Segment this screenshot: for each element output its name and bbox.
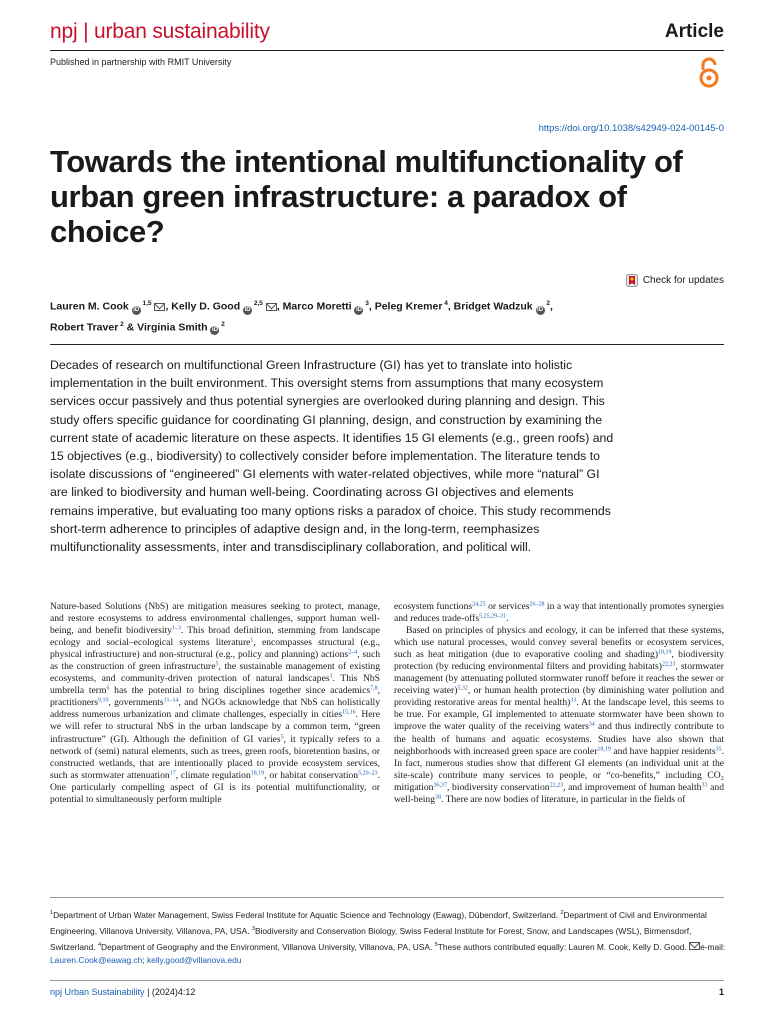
journal-npj: npj [50, 20, 78, 43]
journal-separator: | [83, 20, 89, 43]
partnership-note: Published in partnership with RMIT University [50, 57, 232, 67]
journal-name [50, 20, 270, 44]
citation-link[interactable]: 35 [715, 746, 722, 753]
affiliation-number: 3 [251, 925, 255, 932]
author-affiliation: 2 [219, 320, 225, 328]
affiliations-footnote: $^1$Department of Urban Water Management, Swiss Federal Institute for Aquatic Science and Technology (Eawag), Dübendorf, Switzerland. $^2$Department of Civil and Environmental Engineering, Villanova University, Villanova, PA, USA. $^3$Biodiversity and Conservation Biology, Swiss Federal Institute for Forest, Snow, and Landscapes (WSL), Birmensdorf, Switzerland. $^4$Department of Geography and the Environment, Villanova University, Villanova, PA, USA. $^5$These authors contributed equally: Lauren M. Cook, Kelly D. Good. e-mail: Lauren.Cook@eawag.ch; kelly.good@villanova.edu [50, 909, 726, 966]
citation-link[interactable]: 36,37 [433, 782, 447, 789]
body-column-left [50, 601, 380, 806]
citation-link[interactable]: 18,19 [250, 770, 265, 777]
body-column-right [394, 601, 724, 806]
footer-volume: | (2024)4:12 [144, 987, 196, 997]
orcid-icon[interactable]: iD [244, 306, 251, 313]
citation-link[interactable]: 33 [570, 697, 577, 704]
affiliation-number: 4 [97, 941, 102, 948]
mail-icon [689, 942, 700, 950]
orcid-icon[interactable]: iD [133, 306, 140, 313]
body-paragraph: Nature-based Solutions (NbS) are mitigation measures seeking to protect, manage, and restore ecosystems to address environmental challenges, support human well-being, and benefit biodiversity$^{1-3}$. This broad definition, stemming from landscape ecology and social–ecological systems literature$^1$, encompasses structural (e.g., physical infrastructure) and non-structural (e.g., policy and planning) actions$^{2-4}$, such as the construction of green infrastructure$^5$, the sustainable management of existing ecosystems, and community-driven protection of natural landscapes$^1$. This NbS umbrella term$^6$ has the potential to bring disciplines together since academics$^{7,8}$, practitioners$^{9,10}$, governments$^{11-14}$, and NGOs acknowledge that NbS can holistically address numerous urbanization and climate challenges, especially in cities$^{15,16}$. Here we will refer to structural NbS in the urban landscape by a common term, “green infrastructure” (GI). Although the definition of GI varies$^5$, it typically refers to a network of (semi) natural elements, such as trees, green roofs, bioretention basins, or constructed wetlands, that are intentionally placed to provide ecosystem services, such as stormwater attenuation$^{17}$, climate regulation$^{18,19}$, or habitat conservation$^{5,20-23}$. One particularly compelling aspect of GI is its potential multifunctionality, or potential to simultaneously perform multiple [50, 601, 381, 805]
body-paragraph: Based on principles of physics and ecology, it can be inferred that these systems, which use natural processes, would convey several benefits or ecosystem services, such as heat mitigation (due to evaporative cooling and shading)$^{18,19}$, biodiversity protection (by reducing environmental filters and providing habitats)$^{22,23}$, stormwater management (by attenuating polluted stormwater runoff before it reaches the sewer or receiving water)$^{5,32}$, or human health protection (by diminishing water pollution and providing restorative areas for mental health)$^{33}$. At the landscape level, this seems to be true. For example, GI implemented to attenuate stormwater have been shown to improve the water quality of the receiving waters$^{34}$ and thus indirectly contribute to the health of humans and aquatic ecosystems. Studies have also shown that neighborhoods with increased green space are cooler$^{18,19}$ and have happier residents$^{35}$. In fact, numerous studies show that different GI elements (an individual unit at the site-scale) contribute many services to people, or “co-benefits,” including CO₂ mitigation$^{36,37}$, biodiversity conservation$^{22,23}$, and improvement of human health$^{33}$ and well-being$^{38}$. There are now bodies of literature, in particular in the fields of [394, 625, 725, 805]
citation-link[interactable]: 5 [215, 661, 219, 668]
footer-citation [50, 987, 195, 997]
citation-link[interactable]: 5,25,29–31 [479, 613, 507, 620]
doi-link[interactable]: https://doi.org/10.1038/s42949-024-00145-0 [538, 123, 724, 134]
citation-link[interactable]: 1–3 [171, 625, 181, 632]
author-affiliation: 3 [363, 300, 369, 307]
footnote-divider [50, 897, 724, 898]
affiliation-number: 1 [50, 910, 54, 916]
citation-link[interactable]: 18,19 [658, 649, 672, 656]
citation-link[interactable]: 33 [701, 782, 708, 789]
author-name[interactable]: Kelly D. Good [171, 300, 241, 313]
author-affiliation: 2 [118, 320, 124, 328]
journal-title: urban sustainability [93, 20, 270, 43]
citation-link[interactable]: 34 [588, 721, 595, 728]
mail-icon[interactable] [154, 303, 165, 311]
author-affiliation: 2,5 [252, 300, 263, 307]
author-affiliation: 4 [442, 300, 448, 307]
citation-link[interactable]: 11–14 [163, 697, 179, 704]
citation-link[interactable]: 2–4 [348, 649, 358, 656]
citation-link[interactable]: 9,10 [97, 697, 109, 704]
author-list: Lauren M. Cook iD $^{1,5}$ , Kelly D. Good iD $^{2,5}$ , Marco Moretti iD $^3$, Peleg Kremer $^4$, Bridget Wadzuk iD $^2$, Robert Traver $^2$ & Virginia Smith iD $^2$ [50, 300, 553, 333]
check-for-updates-icon [626, 274, 638, 287]
affiliation-number: 2 [560, 910, 564, 916]
citation-link[interactable]: 24,25 [472, 601, 486, 608]
author-name[interactable]: Bridget Wadzuk [453, 300, 533, 313]
author-name[interactable]: Marco Moretti [282, 300, 352, 313]
mail-icon[interactable] [266, 303, 277, 311]
article-title: Towards the intentional multifunctionality of urban green infrastructure: a paradox of choice? [50, 144, 683, 249]
orcid-icon[interactable]: iD [211, 327, 218, 333]
citation-link[interactable]: 1 [250, 637, 254, 644]
author-name[interactable]: Robert Traver [50, 321, 119, 333]
header-divider [50, 50, 724, 51]
citation-link[interactable]: 5,20–23 [358, 770, 378, 777]
citation-link[interactable]: 17 [169, 770, 176, 777]
footer-divider [50, 980, 724, 981]
citation-link[interactable]: 15,16 [342, 709, 356, 716]
author-name[interactable]: Virginia Smith [137, 321, 208, 333]
orcid-icon[interactable]: iD [537, 306, 544, 313]
citation-link[interactable]: 26–28 [529, 601, 545, 608]
orcid-icon[interactable]: iD [355, 306, 362, 313]
article-type-label: Article [664, 21, 724, 42]
abstract-divider [50, 344, 724, 345]
email-link[interactable]: Lauren.Cook@eawag.ch [50, 955, 143, 966]
footer-journal-link[interactable]: npj Urban Sustainability [50, 987, 145, 997]
check-for-updates-label: Check for updates [642, 275, 724, 286]
author-name[interactable]: Peleg Kremer [374, 300, 443, 313]
affiliation-number: 5 [434, 941, 438, 948]
author-affiliation: 1,5 [140, 300, 152, 307]
citation-link[interactable]: 38 [435, 794, 442, 801]
body-paragraph: ecosystem functions$^{24,25}$ or services$^{26-28}$ in a way that intentionally promotes synergies and reduces trade-offs$^{5,25,29-31}$. [394, 601, 725, 625]
citation-link[interactable]: 6 [106, 685, 110, 692]
citation-link[interactable]: 22,23 [549, 782, 564, 789]
citation-link[interactable]: 7,8 [370, 685, 378, 692]
open-access-lock-icon [698, 56, 720, 90]
citation-link[interactable]: 18,19 [597, 746, 611, 753]
author-affiliation: 2 [544, 300, 550, 307]
author-name[interactable]: Lauren M. Cook [50, 300, 129, 313]
abstract: Decades of research on multifunctional Green Infrastructure (GI) has yet to translate into holistic implementation in the built environment. This oversight stems from assumptions that many ecosystem services occur passively and thus potential synergies are overlooked during planning and design. This study offers specific guidance for coordinating GI planning, design, and construction by examining the current state of academic literature on these aspects. It identifies 15 GI elements (e.g., green roofs) and 15 objectives (e.g., biodiversity) to collectively consider before implementation. The literature tends to isolate discussions of “engineered” GI elements with water-related objectives, while more “natural” GI are linked to biodiversity and human well-being. Coordinating across GI objectives and elements remains imperative, but evaluating too many options risks a paradox of choice. This study recommends short-term adherence to principles of adaptive design and, in the long-term, reemphasizes multifunctionality assessments, inter and transdisciplinary collaboration, and political will. [50, 358, 614, 555]
citation-link[interactable]: 5,32 [457, 685, 468, 692]
check-for-updates-button[interactable] [626, 274, 724, 287]
citation-link[interactable]: 22,23 [661, 661, 676, 668]
citation-link[interactable]: 5 [280, 734, 284, 741]
email-link[interactable]: kelly.good@villanova.edu [146, 955, 242, 966]
citation-link[interactable]: 1 [329, 673, 333, 680]
page-number: 1 [718, 987, 724, 997]
